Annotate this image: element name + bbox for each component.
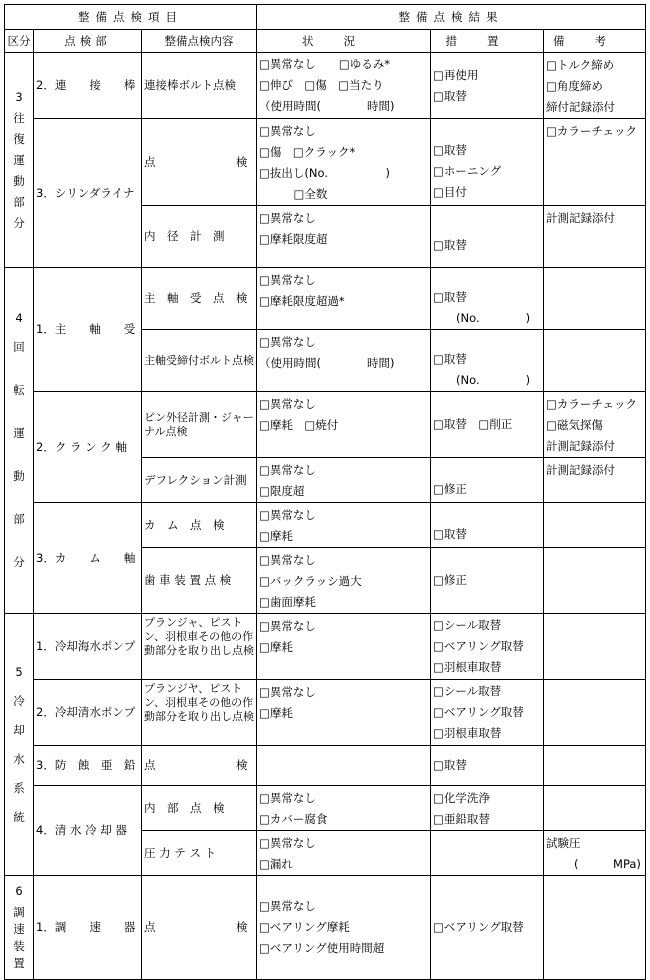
status-cell xyxy=(257,876,431,980)
status-cell xyxy=(257,268,431,330)
remarks-cell xyxy=(544,392,646,458)
action-line: □ホーニング xyxy=(433,163,502,178)
status-line: □摩耗 □焼付 xyxy=(259,418,339,432)
status-cell xyxy=(257,831,431,876)
section-char: 運 xyxy=(13,152,25,167)
content-pump-check: プランジャ、ピストン、羽根車その他の作動部分を取り出し点検 xyxy=(142,614,257,680)
part-seawater-pump: 1．冷却海水ポンプ xyxy=(34,614,142,680)
part-freshwater-cooler: 4．清 水 冷 却 器 xyxy=(34,786,142,876)
status-cell xyxy=(257,53,431,119)
section-char: 却 xyxy=(13,722,25,737)
section-char: 回 xyxy=(13,340,25,354)
action-line: (No. ) xyxy=(433,372,531,387)
action-line: □取替 xyxy=(433,238,467,252)
action-line: □取替 xyxy=(433,289,467,304)
section-3-label xyxy=(5,53,34,268)
status-line: □バックラッシ過大 xyxy=(259,574,362,588)
remarks-cell xyxy=(544,831,646,876)
action-line: □シール取替 xyxy=(433,684,502,698)
col-remarks: 備考 xyxy=(544,30,646,53)
action-cell xyxy=(431,392,544,458)
status-line: □異常なし xyxy=(259,553,316,567)
status-cell xyxy=(257,614,431,680)
status-line: □摩耗限度超 xyxy=(259,232,328,246)
col-category: 区分 xyxy=(5,30,34,53)
remarks-line: □カラーチェック xyxy=(546,397,638,411)
status-cell xyxy=(257,786,431,831)
section-number: 4 xyxy=(15,311,23,325)
action-line: □取替 xyxy=(433,88,467,103)
remarks-line: 試験圧 xyxy=(546,836,581,850)
content-gear: 歯 車 装 置 点 検 xyxy=(142,548,257,614)
col-content: 整備点検内容 xyxy=(142,30,257,53)
content-cam: カ ム 点 検 xyxy=(142,503,257,548)
action-line: □シール取替 xyxy=(433,618,502,632)
status-line: □伸び □傷 □当たり xyxy=(259,78,384,92)
action-line: □ベアリング取替 xyxy=(433,920,524,934)
action-line: □目付 xyxy=(433,184,467,199)
action-cell xyxy=(431,458,544,503)
status-line: □異常なし xyxy=(259,397,316,411)
action-cell xyxy=(431,119,544,206)
section-char: 統 xyxy=(13,809,25,824)
status-cell xyxy=(257,206,431,268)
status-line: □摩耗限度超過* xyxy=(259,294,345,308)
section-char: 運 xyxy=(13,426,25,440)
remarks-line: 計測記録添付 xyxy=(546,211,616,225)
action-line: □修正 xyxy=(433,481,467,496)
remarks-cell xyxy=(544,330,646,392)
action-cell xyxy=(431,680,544,746)
header-left-title: 整備点検項目 xyxy=(5,5,257,30)
status-cell xyxy=(257,746,431,786)
status-line: □異常なし xyxy=(259,273,316,287)
remarks-line: □カラーチェック xyxy=(546,124,638,138)
remarks-line: □磁気探傷 xyxy=(546,418,603,432)
section-char: 転 xyxy=(13,383,25,397)
part-freshwater-pump: 2．冷却清水ポンプ xyxy=(34,680,142,746)
section-char: 装 xyxy=(13,939,25,953)
remarks-line: 計測記録添付 xyxy=(546,463,616,477)
section-char: 水 xyxy=(13,751,25,766)
status-line: □異常なし xyxy=(259,685,316,699)
status-line: □摩耗 xyxy=(259,640,293,654)
action-line: □取替 xyxy=(433,758,467,772)
section-char: 系 xyxy=(13,780,25,795)
status-line: （使用時間( 時間) xyxy=(259,99,395,113)
part-crankshaft: 2．ク ラ ン ク 軸 xyxy=(34,392,142,503)
section-char: 調 xyxy=(13,905,25,919)
status-line: □ベアリング使用時間超 xyxy=(259,941,385,955)
action-line: □ベアリング取替 xyxy=(433,639,524,653)
status-line: （使用時間( 時間) xyxy=(259,356,395,370)
action-line: □取替 xyxy=(433,142,467,157)
content-inspection: 点 検 xyxy=(142,746,257,786)
section-char: 動 xyxy=(13,469,25,483)
section-number: 3 xyxy=(15,89,23,104)
action-line: □取替 xyxy=(433,351,467,366)
status-cell xyxy=(257,119,431,206)
remarks-cell xyxy=(544,503,646,548)
action-line: □再使用 xyxy=(433,67,479,82)
part-governor: 1．調 速 器 xyxy=(34,876,142,980)
remarks-cell xyxy=(544,53,646,119)
action-line: □羽根車取替 xyxy=(433,726,502,740)
content-pressure-test: 圧 力 テ ス ト xyxy=(142,831,257,876)
remarks-cell xyxy=(544,206,646,268)
section-char: 復 xyxy=(13,131,25,146)
status-line: □異常なし xyxy=(259,619,316,633)
status-line: □摩耗 xyxy=(259,529,293,543)
remarks-line: □トルク締め xyxy=(546,58,615,72)
status-line: □異常なし xyxy=(259,124,316,138)
content-inspection: 点 検 xyxy=(142,119,257,206)
action-line: □亜鉛取替 xyxy=(433,812,490,826)
remarks-cell xyxy=(544,680,646,746)
remarks-cell xyxy=(544,786,646,831)
status-line: □傷 □クラック* xyxy=(259,145,356,159)
remarks-line: ( MPa) xyxy=(574,857,641,871)
content-deflection: デフレクション計測 xyxy=(142,458,257,503)
section-char: 冷 xyxy=(13,693,25,708)
status-cell xyxy=(257,330,431,392)
action-cell xyxy=(431,831,544,876)
remarks-cell xyxy=(544,614,646,680)
remarks-cell xyxy=(544,268,646,330)
section-char: 置 xyxy=(13,956,25,970)
part-anticorrosion-zinc: 3．防 蝕 亜 鉛 xyxy=(34,746,142,786)
status-line: □異常なし xyxy=(259,211,316,225)
status-line: □異常なし □ゆるみ* xyxy=(259,57,391,71)
action-cell xyxy=(431,268,544,330)
content-internal: 内 部 点 検 xyxy=(142,786,257,831)
status-line: □異常なし xyxy=(259,899,316,913)
status-cell xyxy=(257,503,431,548)
action-cell xyxy=(431,786,544,831)
content-inner-diameter: 内 径 計 測 xyxy=(142,206,257,268)
action-line: □取替 xyxy=(433,526,467,541)
header-right-title: 整備点検結果 xyxy=(257,5,646,30)
status-line: □異常なし xyxy=(259,836,316,850)
status-line: □異常なし xyxy=(259,508,316,522)
status-cell xyxy=(257,680,431,746)
col-action: 措置 xyxy=(431,30,544,53)
remarks-cell xyxy=(544,458,646,503)
status-line: □漏れ xyxy=(259,857,293,871)
status-line: □摩耗 xyxy=(259,706,293,720)
remarks-cell xyxy=(544,876,646,980)
status-cell xyxy=(257,548,431,614)
action-cell xyxy=(431,614,544,680)
section-char: 分 xyxy=(13,215,25,230)
section-number: 5 xyxy=(15,664,23,679)
action-line: (No. ) xyxy=(433,310,531,325)
remarks-cell xyxy=(544,746,646,786)
action-cell xyxy=(431,206,544,268)
remarks-line: 計測記録添付 xyxy=(546,439,616,453)
status-line: □異常なし xyxy=(259,463,316,477)
action-line: □化学洗浄 xyxy=(433,791,490,805)
part-camshaft: 3．カ ム 軸 xyxy=(34,503,142,614)
action-cell xyxy=(431,548,544,614)
section-char: 部 xyxy=(13,194,25,209)
action-line: □取替 □削正 xyxy=(433,417,513,431)
status-line: □ベアリング摩耗 xyxy=(259,920,350,934)
status-cell xyxy=(257,458,431,503)
action-cell xyxy=(431,330,544,392)
status-line: □抜出し(No. ) xyxy=(259,166,390,180)
action-cell xyxy=(431,53,544,119)
content-inspection: 点 検 xyxy=(142,876,257,980)
part-main-bearing: 1．主 軸 受 xyxy=(34,268,142,392)
action-cell xyxy=(431,876,544,980)
status-cell xyxy=(257,392,431,458)
content-rod-bolt: 連接棒ボルト点検 xyxy=(142,53,257,119)
remarks-line: □角度締め xyxy=(546,79,603,93)
content-main-bearing: 主 軸 受 点 検 xyxy=(142,268,257,330)
remarks-cell xyxy=(544,119,646,206)
section-char: 動 xyxy=(13,173,25,188)
content-pin-journal: ピン外径計測・ジャーナル点検 xyxy=(142,392,257,458)
action-cell xyxy=(431,503,544,548)
section-number: 6 xyxy=(15,884,23,898)
col-status: 状況 xyxy=(257,30,431,53)
part-connecting-rod: 2．連 接 棒 xyxy=(34,53,142,119)
part-cylinder-liner: 3．シリンダライナ xyxy=(34,119,142,268)
col-part: 点検部 xyxy=(34,30,142,53)
status-line: □全数 xyxy=(259,187,328,201)
section-char: 部 xyxy=(13,512,25,526)
section-4-label xyxy=(5,268,34,614)
status-line: □限度超 xyxy=(259,484,305,498)
remarks-line: 締付記録添付 xyxy=(546,100,616,114)
content-pump-check: プランジヤ、ピストン、羽根車その他の作動部分を取り出し点検 xyxy=(142,680,257,746)
section-char: 往 xyxy=(13,110,25,125)
section-char: 速 xyxy=(13,922,25,936)
status-line: □異常なし xyxy=(259,791,316,805)
action-line: □羽根車取替 xyxy=(433,660,502,674)
section-char: 分 xyxy=(13,555,25,569)
action-line: □ベアリング取替 xyxy=(433,705,524,719)
status-line: □カバー腐食 xyxy=(259,812,328,826)
inspection-table xyxy=(4,4,646,980)
section-6-label xyxy=(5,876,34,980)
remarks-cell xyxy=(544,548,646,614)
action-line: □修正 xyxy=(433,573,467,587)
section-5-label xyxy=(5,614,34,876)
status-line: □異常なし xyxy=(259,335,316,349)
action-cell xyxy=(431,746,544,786)
content-main-bearing-bolt: 主軸受締付ボルト点検 xyxy=(142,330,257,392)
status-line: □歯面摩耗 xyxy=(259,595,316,609)
